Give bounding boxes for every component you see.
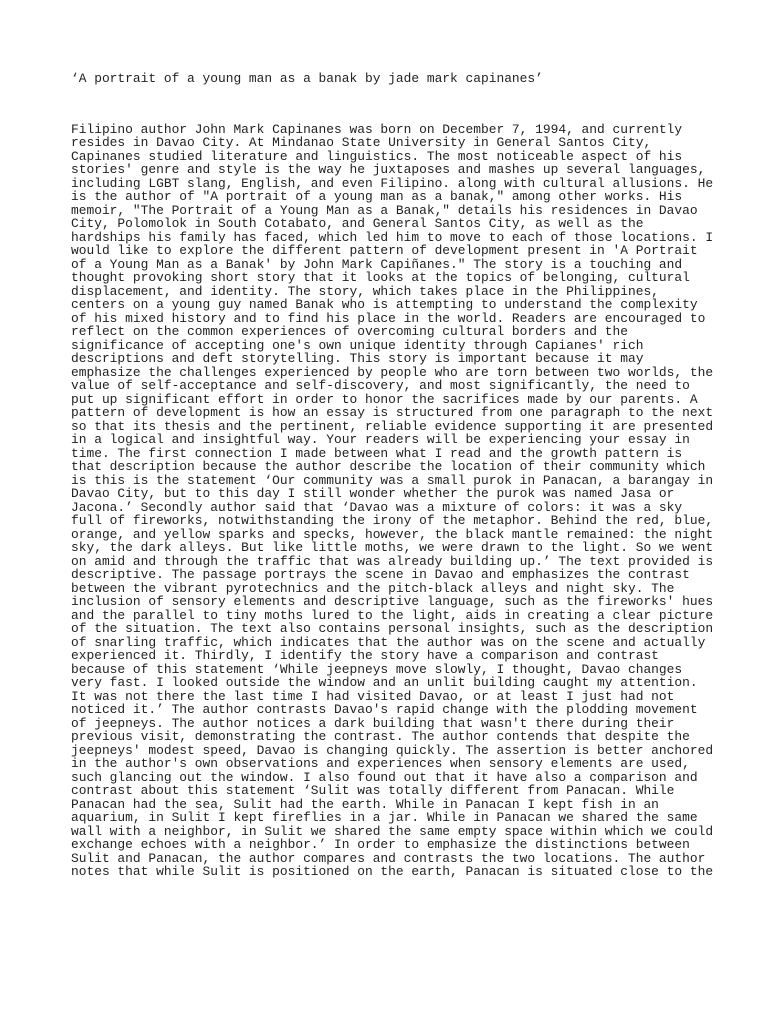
body-line: Capinanes studied literature and linguistics. The most noticeable aspect of his: [71, 148, 683, 164]
body-line: of the situation. The text also contains personal insights, such as the description: [71, 621, 714, 636]
body-line: orange, and yellow sparks and specks, however, the black mantle remained: the night: [71, 526, 714, 542]
body-line: centers on a young guy named Banak who is attempting to understand the complexity: [71, 297, 698, 312]
body-line: is the author of "A portrait of a young man as a banak," among other works. His: [71, 189, 683, 204]
body-line: descriptions and deft storytelling. This story is important because it may: [71, 351, 644, 366]
body-line: on amid and through the traffic that was already building up.’ The text provided is: [71, 553, 714, 569]
body-line: value of self-acceptance and self-discovery, and most significantly, the need to: [71, 378, 690, 393]
body-line: displacement, and identity. The story, which takes place in the Philippines,: [71, 283, 659, 299]
body-line: is this is the statement ‘Our community was a small purok in Panacan, a barangay in: [71, 472, 714, 488]
document-body: [71, 123, 768, 879]
body-line: contrast about this statement ‘Sulit was totally different from Panacan. While: [71, 783, 675, 798]
body-line: wall with a neighbor, in Sulit we shared the same empty space within which we could: [71, 823, 714, 839]
body-line: descriptive. The passage portrays the scene in Davao and emphasizes the contrast: [71, 567, 690, 582]
body-line: that description because the author describe the location of their community which: [71, 459, 706, 474]
body-line: sky, the dark alleys. But like little moths, we were drawn to the light. So we went: [71, 540, 714, 555]
body-line: time. The first connection I made between what I read and the growth pattern is: [71, 445, 683, 461]
body-line: reflect on the common experiences of overcoming cultural borders and the: [71, 324, 628, 339]
body-line: Panacan had the sea, Sulit had the earth. While in Panacan I kept fish in an: [71, 796, 659, 812]
body-line: including LGBT slang, English, and even Filipino. along with cultural allusions. He: [71, 175, 714, 191]
body-line: very fast. I looked outside the window and an unlit building caught my attention.: [71, 675, 698, 690]
body-line: exchange echoes with a neighbor.’ In order to emphasize the distinctions between: [71, 837, 690, 852]
body-line: of his mixed history and to find his place in the world. Readers are encouraged to: [71, 310, 706, 326]
body-line: resides in Davao City. At Mindanao State University in General Santos City,: [71, 135, 652, 150]
body-line: pattern of development is how an essay is structured from one paragraph to the next: [71, 405, 714, 420]
body-line: thought provoking short story that it looks at the topics of belonging, cultural: [71, 270, 690, 285]
body-line: because of this statement ‘While jeepneys move slowly, I thought, Davao changes: [71, 661, 683, 677]
body-line: of a Young Man as a Banak' by John Mark Capiñanes." The story is a touching and: [71, 256, 683, 272]
body-line: stories' genre and style is the way he juxtaposes and mashes up several languages,: [71, 162, 706, 177]
body-line: Filipino author John Mark Capinanes was born on December 7, 1994, and currently: [71, 121, 683, 137]
body-line: in the author's own observations and experiences when sensory elements are used,: [71, 756, 690, 771]
body-line: of jeepneys. The author notices a dark building that wasn't there during their: [71, 715, 675, 731]
body-line: of snarling traffic, which indicates that the author was on the scene and actually: [71, 634, 706, 650]
body-line: put up significant effort in order to honor the sacrifices made by our parents. A: [71, 391, 698, 407]
body-line: City, Polomolok in South Cotabato, and General Santos City, as well as the: [71, 216, 644, 231]
body-line: such glancing out the window. I also found out that it have also a comparison and: [71, 769, 698, 785]
body-line: full of fireworks, notwithstanding the irony of the metaphor. Behind the red, blue,: [71, 513, 714, 528]
body-line: significance of accepting one's own unique identity through Capianes' rich: [71, 337, 644, 353]
body-line: hardships his family has faced, which led him to move to each of those locations. I: [71, 229, 714, 245]
body-line: Davao City, but to this day I still wonder whether the purok was named Jasa or: [71, 486, 675, 501]
body-line: between the vibrant pyrotechnics and the pitch-black alleys and night sky. The: [71, 580, 675, 596]
body-line: so that its thesis and the pertinent, reliable evidence supporting it are presented: [71, 418, 714, 434]
body-line: would like to explore the different pattern of development present in 'A Portrait: [71, 243, 698, 258]
body-line: jeepneys' modest speed, Davao is changing quickly. The assertion is better anchored: [71, 742, 714, 758]
body-line: and the parallel to tiny moths lured to the light, aids in creating a clear picture: [71, 607, 714, 623]
body-line: aquarium, in Sulit I kept fireflies in a jar. While in Panacan we shared the same: [71, 810, 698, 825]
body-line: notes that while Sulit is positioned on the earth, Panacan is situated close to the: [71, 864, 714, 879]
document-title: ‘A portrait of a young man as a banak by jade mark capinanes’: [71, 71, 543, 86]
body-line: noticed it.’ The author contrasts Davao's rapid change with the plodding movement: [71, 702, 698, 717]
body-line: It was not there the last time I had visited Davao, or at least I just had not: [71, 688, 675, 704]
body-line: inclusion of sensory elements and descriptive language, such as the fireworks' hues: [71, 594, 714, 609]
body-line: emphasize the challenges experienced by people who are torn between two worlds, the: [71, 364, 714, 380]
body-line: memoir, "The Portrait of a Young Man as a Banak," details his residences in Davao: [71, 202, 698, 218]
body-line: in a logical and insightful way. Your readers will be experiencing your essay in: [71, 432, 690, 447]
body-line: previous visit, demonstrating the contrast. The author contends that despite the: [71, 729, 690, 744]
body-line: Jacona.’ Secondly author said that ‘Davao was a mixture of colors: it was a sky: [71, 499, 683, 515]
body-line: experienced it. Thirdly, I identify the story have a comparison and contrast: [71, 648, 659, 663]
body-line: Sulit and Panacan, the author compares and contrasts the two locations. The author: [71, 850, 706, 866]
